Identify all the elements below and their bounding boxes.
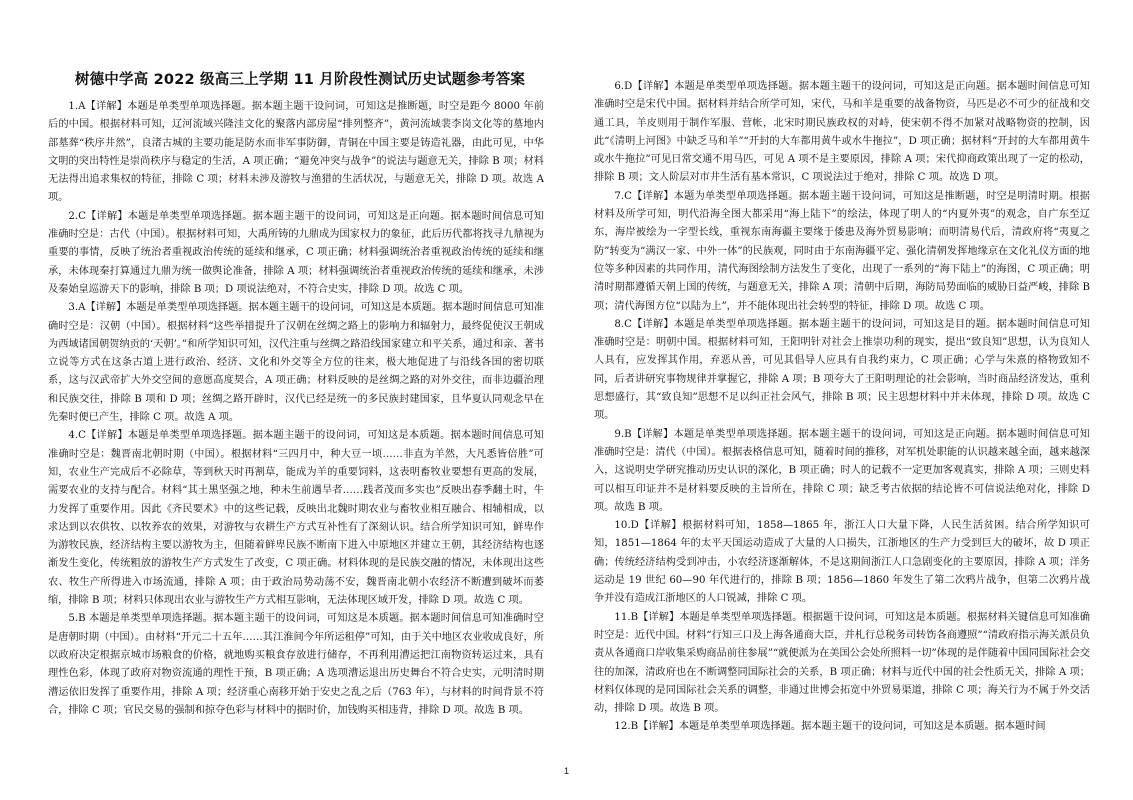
answer-paragraph: 9.B【详解】本题是单类型单项选择题。据本题主题干的设问词，可知这是正向题。据本题时间信息可知准确时空是：清代（中国）。根据表格信息可知，随着时间的推移，对军机处职能的认识越来越全面，越来越深入，这说明史学研究推动历史认识的深化，B 项正确；时人的记载不一定更加客观真实，排除 A 项；三则史料可以相互印证并不是材料要反映的主旨所在，排除 C 项；缺乏考古依据的结论皆不可信说法绝对化，排除 D 项。故选 B 项。 [594,428,1090,513]
answer-paragraph: 6.D【详解】本题是单类型单项选择题。据本题主题干的设问词，可知这是正向题。据本题时间信息可知准确时空是宋代中国。据材料并结合所学可知，宋代，马和羊是重要的战备物资，马匹是必不可少的征战和交通工具，羊皮则用于制作军服、营帐，北宋时期民族政权的对峙，使宋朝不得不加紧对战略物资的控制，因此“《清明上河图》中缺乏马和羊”“开封的大车都用黄牛或水牛拖拉”，D 项正确；据材料“开封的大车都用黄牛或水牛拖拉”可见日常交通不用马匹，可见 A 项不是主要原因，排除 A 项；宋代抑商政策出现了一定的松动，排除 B 项；文人阶层对市井生活有基本常识，C 项说法过于绝对，排除 C 项。故选 D 项。 [594,81,1090,184]
answer-paragraph: 5.B 本题是单类型单项选择题。据本题主题干的设问词，可知这是本质题。据本题时间信息可知准确时空是唐朝时期（中国）。由材料“开元二十五年……其江淮间今年所运租停”可知，由于关中地区农业收成良好，所以政府决定根据京城市场粮食的价格，就地购买粮食存放进行储存，不再利用漕运把江南物资转运过来，具有理性色彩，体现了政府对物资流通的理性干预，B 项正确；A 选项漕运退出历史舞台不符合史实，元明清时期漕运依旧发挥了重要作用，排除 A 项；经济重心南移开始于安史之乱之后（763 年），与材料的时间背景不符合，排除 C 项；官民交易的强制和掠夺色彩与材料中的据时价，加钱购买相违背，排除 D 项。故选 B 项。 [48,613,544,716]
answer-paragraph: 4.C【详解】本题是单类型单项选择题。据本题主题干的设问词，可知这是本质题。据本题时间信息可知准确时空是：魏晋南北朝时期（中国）。根据材料“三四月中，种大豆一顷……非直为羊然，大凡悉皆倍胜”可知，农业生产完成后不必除草，等到秋天时再割草，能成为羊的重要饲料，这表明畜牧业要想有更高的发展，需要农业的支持与配合。材料“其土黑坚强之地，种未生前遇旱者……践者茂而多实也”反映出春季翻土时，牛力发挥了重要作用。因此《齐民要术》中的这些记载，反映出北魏时期农业与畜牧业相互融合、相辅相成，以求达到以农供牧、以牧养农的效果，对游牧与农耕生产方式互补性有了深刻认识。结合所学知识可知，鲜卑作为游牧民族，经济结构主要以游牧为主，但随着鲜卑民族不断南下进入中原地区并建立王朝，其经济结构也逐渐发生变化，传统粗放的游牧生产方式发生了改变，C 项正确。材料体现的是民族交融的情况，未体现出这些农、牧生产所得进入市场流通，排除 A 项；由于政治局势动荡不安，魏晋南北朝小农经济不断遭到破坏而萎缩，排除 B 项；材料只体现出农业与游牧生产方式相互影响，无法体现区域开发，排除 D 项。故选 C 项。 [48,430,544,607]
left-column [48,70,544,720]
answer-paragraph: 1.A【详解】本题是单类型单项选择题。据本题主题干设问词，可知这是推断题，时空是距今 8000 年前后的中国。根据材料可知，辽河流域兴隆洼文化的聚落内部房屋“排列整齐”，黄河流域裴李岗文化等的墓地内部墓葬“秩序井然”，良渚古城的主要功能是防水而非军事防御，青铜在中国主要是铸造礼器，由此可见，中华文明的突出特性是崇尚秩序与稳定的生活，A 项正确；“避免冲突与战争”的说法与题意无关，排除 B 项；材料无法得出追求集权的特征，排除 C 项；材料未涉及游牧与渔猎的生活状况，与题意无关，排除 D 项。故选 A 项。 [48,101,544,204]
answer-paragraph: 10.D【详解】根据材料可知，1858—1865 年，浙江人口大量下降，人民生活贫困。结合所学知识可知，1851—1864 年的太平天国运动造成了大量的人口损失，江浙地区的生产力受到巨大的破坏，故 D 项正确；传统经济结构受到冲击，小农经济逐渐解体，不是这期间浙江人口急剧变化的主要原因，排除 A 项；洋务运动是 19 世纪 60—90 年代进行的，排除 B 项；1856—1860 年发生了第二次鸦片战争，但第二次鸦片战争并没有造成江浙地区的人口锐减，排除 C 项。 [594,520,1090,605]
answer-paragraph: 11.B【详解】本题是单类型单项选择题。根据题干设问词，可知这是本质题。根据材料关键信息可知准确时空是：近代中国。材料“行知三口及上海各通商大臣，并札行总税务司转饬各商遵照”“清政府指示海关派员负责从各通商口岸收集采购商品前往参展”“就便派为在美国公会处所照料一切”体现的是伴随着中国同国际社会交往的加深，清政府也在不断调整同国际社会的关系，B 项正确；材料与近代中国的社会性质无关，排除 A 项；材料仅体现的是同国际社会关系的调整，非通过世博会拓宽中外贸易渠道，排除 C 项；海关行为不属于外交活动，排除 D 项。故选 B 项。 [594,611,1090,715]
right-column [594,78,1090,737]
answer-paragraph: 12.B【详解】本题是单类型单项选择题。据本题主题干的设问词，可知这是本质题。据本题时间 [614,721,1046,733]
page-number: 1 [563,766,569,776]
answer-paragraph: 7.C【详解】本题为单类型单项选择题。据本题主题干设问词，可知这是推断题，时空是明清时期。根据材料及所学可知，明代沿海全图大都采用“海上陆下”的绘法，体现了明人的“内夏外夷”的观念，自广东至辽东，海岸被绘为一字型长线，重视东南海疆主要缘于倭患及海外贸易影响；而明清易代后，清政府将“夷夏之防”转变为“满汉一家、中外一体”的民族观，同时由于东南海疆平定、强化清朝发挥地缘京在文化礼仪方面的地位等多种因素的共同作用，清代海图绘制方法发生了变化，出现了一系列的“海下陆上”的海图，C 项正确；明清时期都遵循天朝上国的传统，与题意无关，排除 A 项；清朝中后期，海防局势面临的威胁日益严峻，排除 B 项；清代海图方位“以陆为上”，并不能体现出社会转型的特征，排除 D 项。故选 C 项。 [594,190,1090,312]
document-title: 树德中学高 2022 级高三上学期 11 月阶段性测试历史试题参考答案 [74,72,526,88]
answer-paragraph: 8.C【详解】本题是单类型单项选择题。据本题主题干的设问词，可知这是目的题。据本题时间信息可知准确时空是：明朝中国。根据材料可知，王阳明针对社会上推崇功利的现实，提出“致良知”思想，认为良知人人具有，应发挥其作用，弃恶从善，可见其倡导人应具有自我约束力，C 项正确；心学与朱熹的格物致知不同，后者讲研究事物规律并掌握它，排除 A 项；B 项夸大了王阳明理论的社会影响，当时商品经济发达，重利思想盛行，其“致良知”思想不足以纠正社会风气，排除 B 项；民主思想材料中并未体现，排除 D 项。故选 C 项。 [594,318,1090,422]
answer-paragraph: 2.C【详解】本题是单类型单项选择题。据本题主题干的设问词，可知这是正向题。据本题时间信息可知准确时空是：古代（中国）。根据材料可知，大禹所铸的九鼎成为国家权力的象征，此后历代都将找寻九鼎视为重要的事情，反映了统治者重视政治传统的延续和继承，C 项正确；材料强调统治者重视政治传统的延续和继承，未体现秦打算通过九鼎为统一做舆论准备，排除 A 项；材料强调统治者重视政治传统的延续和继承，未涉及秦始皇巡游天下的影响，排除 B 项；D 项说法绝对，不符合史实，排除 D 项。故选 C 项。 [48,210,544,295]
answer-paragraph: 3.A【详解】本题是单类型单项选择题。据本题主题干的设问词，可知这是本质题。据本题时间信息可知准确时空是：汉朝（中国）。根据材料“这些举措提升了汉朝在丝绸之路上的影响力和辐射力，最终促使汉王朝成为西域诸国朝贺纳贡的‘天朝’。”和所学知识可知，汉代注重与丝绸之路沿线国家建立和平关系，通过和亲、著书立说等方式在这条古道上进行政治、经济、文化和外交等全方位的往来，极大地促进了与沿线各国的密切联系，这与汉武帝扩大外交空间的意愿高度契合，A 项正确；材料反映的是丝绸之路的对外交往，而非边疆治理和民族交往，排除 B 项和 D 项；丝绸之路开辟时，汉代已经是统一的多民族封建国家，且华夏认同观念早在先秦时便已产生，排除 C 项。故选 A 项。 [48,302,544,424]
